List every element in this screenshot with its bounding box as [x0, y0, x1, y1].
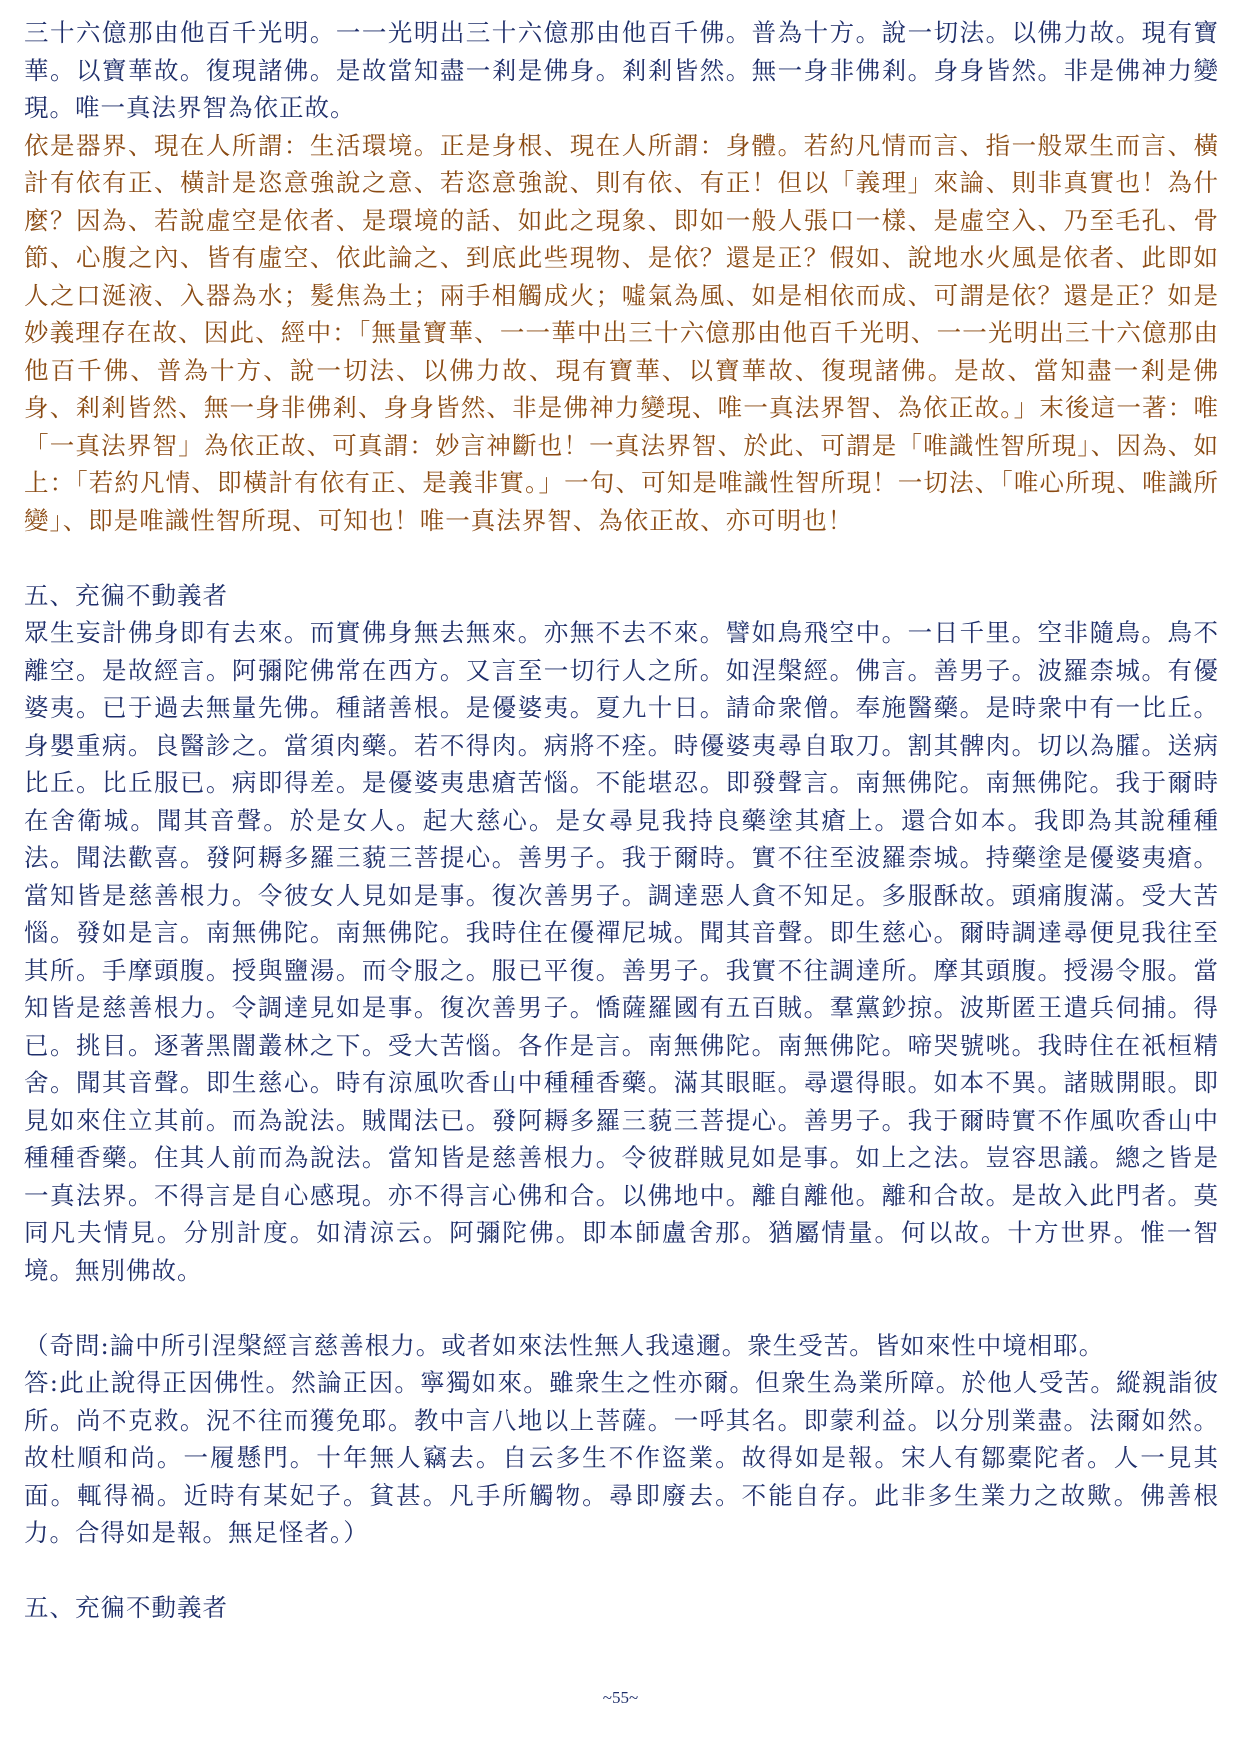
section-heading-1: 五、充徧不動義者 [24, 580, 228, 610]
paragraph-question: （奇問:論中所引涅槃經言慈善根力。或者如來法性無人我遠邇。衆生受苦。皆如來性中境相耶。 [24, 1330, 1105, 1360]
page-number: ~55~ [602, 1688, 639, 1707]
section-heading-2: 五、充徧不動義者 [24, 1593, 228, 1622]
paragraph-sutra-quote: 三十六億那由他百千光明。一一光明出三十六億那由他百千佛。普為十方。說一切法。以佛力故。現有寶華。以寶華故。復現諸佛。是故當知盡一剎是佛身。剎剎皆然。無一身非佛剎。身身皆然。非是佛神力變現。唯一真法界智為依正故。 [24, 18, 1219, 122]
paragraph-answer: 答:此止說得正因佛性。然論正因。寧獨如來。雖衆生之性亦爾。但衆生為業所障。於他人受苦。縱親詣彼所。尚不克救。況不往而獲免耶。教中言八地以上菩薩。一呼其名。即蒙利益。以分別業盡。法爾如然。故杜順和尚。一履懸門。十年無人竊去。自云多生不作盜業。故得如是報。宋人有鄒橐陀者。人一見其面。輒得禍。近時有某妃子。貧甚。凡手所觸物。尋即廢去。不能自存。此非多生業力之故歟。佛善根力。合得如是報。無足怪者。） [24, 1368, 1219, 1547]
paragraph-main-text: 眾生妄計佛身即有去來。而實佛身無去無來。亦無不去不來。譬如鳥飛空中。一日千里。空非隨鳥。鳥不離空。是故經言。阿彌陀佛常在西方。又言至一切行人之所。如涅槃經。佛言。善男子。波羅柰城。有優婆夷。已于過去無量先佛。種諸善根。是優婆夷。夏九十日。請命衆僧。奉施醫藥。是時衆中有一比丘。身嬰重病。良醫診之。當須肉藥。若不得肉。病將不痊。時優婆夷尋自取刀。割其髀肉。切以為臛。送病比丘。比丘服已。病即得差。是優婆夷患瘡苦惱。不能堪忍。即發聲言。南無佛陀。南無佛陀。我于爾時在舍衛城。聞其音聲。於是女人。起大慈心。是女尋見我持良藥塗其瘡上。還合如本。我即為其說種種法。聞法歡喜。發阿耨多羅三藐三菩提心。善男子。我于爾時。實不往至波羅柰城。持藥塗是優婆夷瘡。當知皆是慈善根力。令彼女人見如是事。復次善男子。調達惡人貪不知足。多服酥故。頭痛腹滿。受大苦惱。發如是言。南無佛陀。南無佛陀。我時住在優禪尼城。聞其音聲。即生慈心。爾時調達尋便見我往至其所。手摩頭腹。授與鹽湯。而令服之。服已平復。善男子。我實不往調達所。摩其頭腹。授湯令服。當知皆是慈善根力。令調達見如是事。復次善男子。憍薩羅國有五百賊。羣黨鈔掠。波斯匿王遣兵伺捕。得已。挑目。逐著黑闇叢林之下。受大苦惱。各作是言。南無佛陀。南無佛陀。啼哭號咷。我時住在祇桓精舍。聞其音聲。即生慈心。時有涼風吹香山中種種香藥。滿其眼眶。尋還得眼。如本不異。諸賊開眼。即見如來住立其前。而為說法。賊聞法已。發阿耨多羅三藐三菩提心。善男子。我于爾時實不作風吹香山中種種香藥。住其人前而為說法。當知皆是慈善根力。令彼群賊見如是事。如上之法。豈容思議。總之皆是一真法界。不得言是自心感現。亦不得言心佛和合。以佛地中。離自離他。離和合故。是故入此門者。莫同凡夫情見。分別計度。如清涼云。阿彌陀佛。即本師盧舍那。猶屬情量。何以故。十方世界。惟一智境。無別佛故。 [24, 618, 1219, 1285]
paragraph-commentary: 依是器界、現在人所謂：生活環境。正是身根、現在人所謂：身體。若約凡情而言、指一般眾生而言、橫計有依有正、橫計是恣意強說之意、若恣意強說、則有依、有正！但以「義理」來論、則非真實也！為什麼？因為、若說虛空是依者、是環境的話、如此之現象、即如一般人張口一樣、是虛空入、乃至毛孔、骨節、心腹之內、皆有虛空、依此論之、到底此些現物、是依？還是正？假如、說地水火風是依者、此即如人之口涎液、入器為水；髮焦為土；兩手相觸成火；噓氣為風、如是相依而成、可謂是依？還是正？如是妙義理存在故、因此、經中：「無量寶華、一一華中出三十六億那由他百千光明、一一光明出三十六億那由他百千佛、普為十方、說一切法、以佛力故、現有寶華、以寶華故、復現諸佛。是故、當知盡一剎是佛身、剎剎皆然、無一身非佛剎、身身皆然、非是佛神力變現、唯一真法界智、為依正故。」末後這一著：唯「一真法界智」為依正故、可真謂：妙言神斷也！一真法界智、於此、可謂是「唯識性智所現」、因為、如上：「若約凡情、即橫計有依有正、是義非實。」一句、可知是唯識性智所現！一切法、「唯心所現、唯識所變」、即是唯識性智所現、可知也！唯一真法界智、為依正故、亦可明也！ [24, 130, 1219, 535]
document-body [24, 14, 1219, 1627]
